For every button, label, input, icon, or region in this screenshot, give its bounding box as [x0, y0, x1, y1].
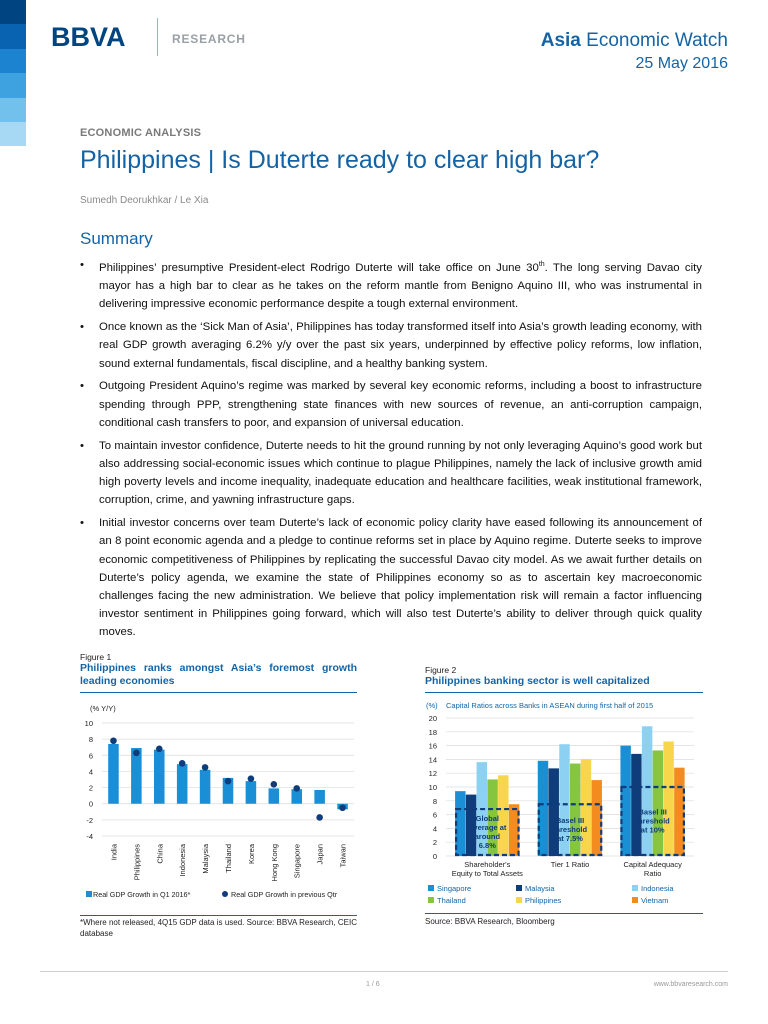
y-tick-label: 2: [88, 783, 93, 793]
figure1-chart: [80, 696, 360, 916]
marker-point: [202, 764, 209, 771]
annotation-text: 6.8%: [478, 841, 496, 851]
footer-rule: [40, 971, 728, 972]
figure2-rule: [425, 692, 703, 693]
brand-color-stripes: [0, 0, 26, 146]
y-tick-label: 0: [432, 852, 437, 861]
x-tick-label: India: [109, 844, 119, 861]
annotation-text: at 10%: [640, 825, 665, 835]
y-tick-label: 14: [428, 755, 437, 765]
annotation-text: Basel III: [555, 816, 585, 826]
legend-label: Malaysia: [525, 884, 555, 893]
y-tick-label: 2: [432, 838, 437, 848]
bullet-text: Philippines’ presumptive President-elect Rodrigo Duterte will take office on June 30: [99, 261, 539, 274]
annotation-text: at 7.5%: [557, 834, 583, 844]
x-tick-label: Japan: [315, 844, 325, 865]
legend-label: Real GDP Growth in previous Qtr: [231, 890, 338, 899]
bbva-logo: BBVA: [51, 22, 126, 52]
legend-label: Singapore: [437, 884, 472, 893]
bar: [177, 764, 188, 804]
y-tick-label: 18: [428, 727, 437, 737]
summary-bullet: [80, 256, 702, 313]
publication-date: 25 May 2016: [635, 55, 728, 72]
bar: [642, 726, 652, 856]
legend-label: Philippines: [525, 896, 562, 905]
marker-point: [179, 760, 186, 767]
bar: [269, 788, 280, 803]
x-tick-label: Singapore: [292, 844, 302, 879]
bar: [653, 750, 663, 856]
publication-title: [541, 30, 728, 52]
legend-label: Indonesia: [641, 884, 674, 893]
figure1-label: Figure 1: [80, 652, 112, 662]
publication-title-rest: Economic Watch: [580, 30, 728, 51]
x-tick-label: Korea: [246, 844, 256, 865]
y-tick-label: 4: [432, 824, 437, 834]
logo-divider: [157, 18, 158, 56]
marker-point: [293, 785, 300, 792]
legend-swatch-marker: [222, 891, 228, 897]
article-title: Philippines | Is Duterte ready to clear high bar?: [80, 146, 600, 174]
legend-swatch: [428, 897, 434, 903]
page-number: 1 / 6: [366, 981, 380, 988]
research-label: RESEARCH: [172, 32, 246, 46]
bullet-dot: •: [80, 380, 84, 393]
figure2-source: Source: BBVA Research, Bloomberg: [425, 917, 555, 926]
annotation-text: Global: [475, 814, 500, 824]
chart-subtitle: Capital Ratios across Banks in ASEAN during first half of 2015: [446, 701, 654, 710]
y-tick-label: 20: [428, 714, 437, 723]
x-tick-label: Ratio: [643, 869, 662, 878]
marker-point: [133, 750, 140, 757]
legend-swatch: [632, 885, 638, 891]
legend-swatch: [632, 897, 638, 903]
x-tick-label: Philippines: [132, 844, 142, 881]
authors: Sumedh Deorukhkar / Le Xia: [80, 195, 209, 206]
bullet-text: Initial investor concerns over team Duterte’s lack of economic policy clarity have eased following its announcement of an 8 point economic agenda and a pledge to continue reforms set in place by Aquino regime. Duterte seeks to improve economic competitiveness of Philippines by replicating the successful Davao city model. As we await further details on Duterte’s policy agenda, we examine the state of Philippines economy so as to ascertain key macroeconomic challenges facing the new administration. We believe that policy implementation risk will remain a factor influencing investor sentiment in Philippines going forward, which will also test Duterte’s ability to deliver through quick quality moves.: [99, 517, 702, 639]
bar: [108, 744, 119, 804]
legend-swatch: [516, 885, 522, 891]
brand-stripe: [0, 98, 26, 122]
bar: [314, 790, 325, 804]
annotation-text: threshold: [552, 825, 588, 835]
figure1-source: *Where not released, 4Q15 GDP data is used. Source: BBVA Research, CEIC database: [80, 918, 357, 938]
brand-stripe: [0, 24, 26, 48]
marker-point: [110, 737, 117, 744]
summary-bullet: [80, 377, 702, 432]
bullet-superscript: th: [538, 261, 545, 268]
y-tick-label: -2: [86, 815, 93, 825]
section-label: ECONOMIC ANALYSIS: [80, 127, 202, 139]
x-tick-label: Malaysia: [201, 844, 211, 874]
annotation-text: Basel III: [638, 807, 667, 817]
y-tick-label: 6: [88, 751, 93, 761]
bullet-dot: •: [80, 439, 84, 452]
bar: [246, 781, 257, 804]
bar: [674, 768, 684, 856]
brand-stripe: [0, 49, 26, 73]
annotation-text: around: [474, 832, 501, 842]
bar: [631, 754, 641, 856]
bullet-text: Outgoing President Aquino’s regime was marked by several key economic reforms, including a boost to infrastructure spending through PPP, strengthening state finances with new sources of revenue, an anti-corruption campaign, conditional cash transfers to poor, and expansion of universal education.: [99, 380, 702, 429]
legend-label: Thailand: [437, 896, 466, 905]
x-tick-label: Shareholder's: [464, 860, 511, 869]
y-tick-label: 6: [432, 810, 437, 820]
annotation-text: threshold: [635, 816, 670, 826]
marker-point: [271, 781, 278, 788]
bullet-text-cont: . The long serving Davao city mayor has a high bar to clear as he takes on the reform mantle from Benigno Aquino III, who was instrumental in delivering impressive economic performance despite a tough external environment.: [99, 261, 702, 311]
y-tick-label: 8: [88, 735, 93, 745]
y-tick-label: 16: [428, 741, 437, 751]
figure1-title: Philippines ranks amongst Asia’s foremost growth leading economies: [80, 662, 357, 687]
bar: [663, 741, 673, 856]
figure2-bottom-rule: [425, 913, 703, 914]
y-tick-label: 4: [88, 767, 93, 777]
brand-stripe: [0, 73, 26, 97]
brand-stripe: [0, 122, 26, 146]
bar: [498, 775, 508, 856]
x-tick-label: China: [155, 844, 165, 864]
x-tick-label: Thailand: [224, 844, 233, 873]
x-tick-label: Capital Adequacy: [623, 860, 682, 869]
annotation-text: Average at: [468, 823, 507, 833]
summary-bullets: [80, 256, 702, 646]
bullet-dot: •: [80, 259, 84, 271]
figure2-title: Philippines banking sector is well capitalized: [425, 675, 650, 687]
y-tick-label: 10: [428, 783, 437, 792]
y-tick-label: 12: [428, 769, 437, 779]
marker-point: [339, 804, 346, 811]
marker-point: [316, 814, 323, 821]
summary-bullet: [80, 437, 702, 510]
x-tick-label: Indonesia: [178, 844, 188, 877]
publication-title-bold: Asia: [540, 30, 581, 51]
bar: [200, 770, 211, 804]
figure1-bottom-rule: [80, 915, 357, 916]
legend-swatch-bar: [86, 891, 92, 897]
legend-swatch: [516, 897, 522, 903]
x-tick-label: Equity to Total Assets: [451, 869, 523, 878]
bullet-dot: •: [80, 517, 84, 530]
y-tick-label: 8: [432, 796, 437, 806]
marker-point: [248, 775, 255, 782]
summary-bullet: [80, 514, 702, 641]
footer-url: www.bbvaresearch.com: [653, 981, 728, 988]
summary-heading: Summary: [80, 229, 153, 248]
y-tick-label: -4: [86, 832, 93, 841]
y-axis-unit: (%): [426, 701, 438, 710]
bullet-text: Once known as the ‘Sick Man of Asia’, Philippines has today transformed itself into Asia’s growth leading economy, with real GDP growth averaging 6.2% y/y over the past six years, underpinned by effective policy reforms, low inflation, sound external fundamentals, fiscal discipline, and a healthy banking system.: [99, 321, 702, 370]
summary-bullet: [80, 318, 702, 373]
bar: [131, 748, 142, 804]
x-tick-label: Tier 1 Ratio: [550, 860, 590, 869]
figure2-label: Figure 2: [425, 665, 457, 675]
y-axis-unit: (% Y/Y): [90, 704, 116, 713]
legend-swatch: [428, 885, 434, 891]
x-tick-label: Taiwan: [338, 844, 348, 868]
bar: [154, 750, 165, 804]
x-tick-label: Hong Kong: [269, 844, 279, 882]
legend-label: Real GDP Growth in Q1 2016*: [93, 890, 191, 899]
legend-label: Vietnam: [641, 896, 669, 905]
y-tick-label: 10: [84, 719, 93, 728]
bullet-text: To maintain investor confidence, Duterte needs to hit the ground running by not only leveraging Aquino’s good work but also addressing social-economic issues which continue to plague Philippines, namely the lack of inclusive growth amid high poverty levels and income inequality, inadequate education and healthcare facilities, weak institutional framework, corruption, crime, and yawning infrastructure gaps.: [99, 439, 702, 507]
marker-point: [225, 778, 232, 785]
figure1-rule: [80, 692, 357, 693]
brand-stripe: [0, 0, 26, 24]
bullet-dot: •: [80, 321, 84, 334]
figure2-chart: [422, 696, 706, 911]
y-tick-label: 0: [88, 799, 93, 809]
marker-point: [156, 746, 163, 753]
